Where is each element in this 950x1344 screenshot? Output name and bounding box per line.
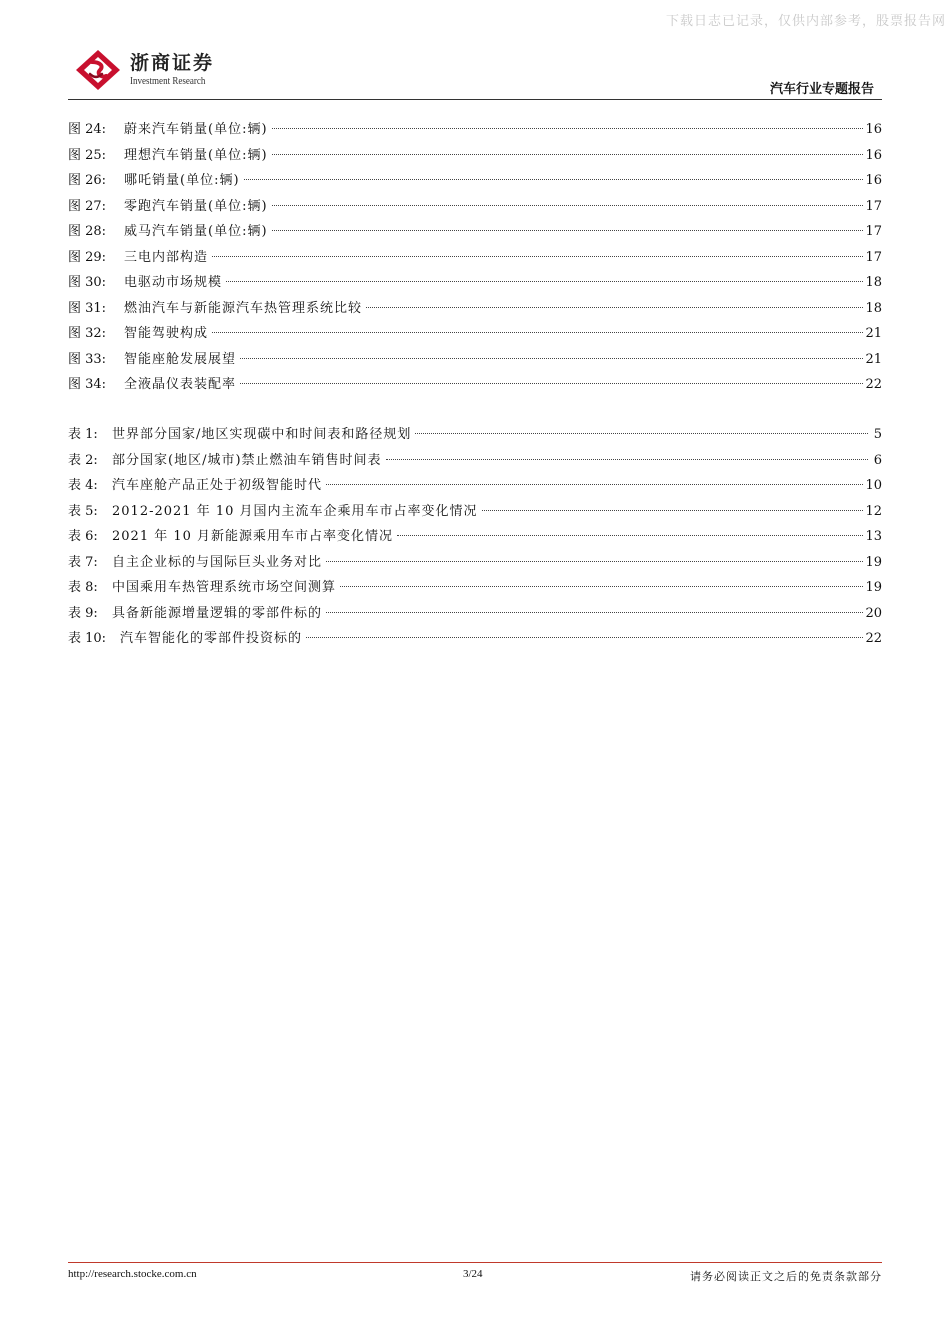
figure-title: 理想汽车销量(单位:辆) xyxy=(124,147,268,163)
footer-disclaimer: 请务必阅读正文之后的免责条款部分 xyxy=(690,1270,882,1283)
page-number: 17 xyxy=(865,224,882,239)
page-number: 22 xyxy=(865,377,882,392)
page-number: 21 xyxy=(865,351,882,367)
dot-leader xyxy=(366,307,863,308)
toc-table-entry[interactable] xyxy=(68,499,882,525)
table-label: 表 8: xyxy=(68,580,98,595)
toc-figure-entry[interactable] xyxy=(68,347,882,373)
dot-leader xyxy=(212,256,863,257)
page-number: 20 xyxy=(865,605,882,621)
dot-leader xyxy=(482,510,864,511)
figure-label: 图 24: xyxy=(68,122,107,137)
toc-figure-entry[interactable] xyxy=(68,219,882,245)
header-divider xyxy=(68,99,882,100)
toc-figure-entry[interactable] xyxy=(68,143,882,169)
dot-leader xyxy=(326,484,863,485)
figure-label: 图 34: xyxy=(68,377,107,392)
table-label: 表 10: xyxy=(68,631,107,646)
dot-leader xyxy=(272,230,864,231)
figure-title: 哪吒销量(单位:辆) xyxy=(124,173,240,188)
dot-leader xyxy=(326,561,863,562)
footer-url-link[interactable]: http://research.stocke.com.cn xyxy=(68,1268,197,1280)
dot-leader xyxy=(397,535,863,536)
table-title: 汽车座舱产品正处于初级智能时代 xyxy=(112,478,323,493)
table-list xyxy=(68,422,882,652)
toc-figure-entry[interactable] xyxy=(68,117,882,143)
figure-title: 电驱动市场规模 xyxy=(124,275,223,290)
figure-label: 图 28: xyxy=(68,224,107,239)
dot-leader xyxy=(240,358,863,359)
toc-table-entry[interactable] xyxy=(68,448,882,474)
figure-list xyxy=(68,117,882,398)
dot-leader xyxy=(240,383,863,384)
toc-table-entry[interactable] xyxy=(68,422,882,448)
dot-leader xyxy=(272,154,864,155)
dot-leader xyxy=(212,332,863,333)
table-title: 2012-2021 年 10 月国内主流车企乘用车市占率变化情况 xyxy=(112,503,478,519)
toc-figure-entry[interactable] xyxy=(68,245,882,271)
footer-page-number: 3/24 xyxy=(463,1268,483,1280)
toc-table-entry[interactable] xyxy=(68,601,882,627)
table-label: 表 7: xyxy=(68,554,98,570)
table-title: 具备新能源增量逻辑的零部件标的 xyxy=(112,605,323,621)
figure-label: 图 27: xyxy=(68,198,107,214)
dot-leader xyxy=(244,179,864,180)
page-number: 12 xyxy=(865,503,882,519)
toc-table-entry[interactable] xyxy=(68,550,882,576)
watermark-text: 下载日志已记录，仅供内部参考，股票报告网 xyxy=(665,14,946,29)
figure-label: 图 25: xyxy=(68,147,107,163)
table-title: 部分国家(地区/城市)禁止燃油车销售时间表 xyxy=(112,452,382,468)
toc-figure-entry[interactable] xyxy=(68,194,882,220)
dot-leader xyxy=(306,637,863,638)
table-label: 表 2: xyxy=(68,452,98,468)
toc-table-entry[interactable] xyxy=(68,473,882,499)
figure-label: 图 30: xyxy=(68,275,107,290)
table-title: 自主企业标的与国际巨头业务对比 xyxy=(112,554,323,570)
table-label: 表 1: xyxy=(68,427,98,442)
dot-leader xyxy=(340,586,863,587)
toc-figure-entry[interactable] xyxy=(68,321,882,347)
table-label: 表 5: xyxy=(68,503,98,519)
dot-leader xyxy=(226,281,863,282)
figure-title: 智能座舱发展展望 xyxy=(124,351,237,367)
toc-figure-entry[interactable] xyxy=(68,270,882,296)
report-type: 汽车行业专题报告 xyxy=(769,82,874,97)
page-number: 5 xyxy=(873,427,882,442)
dot-leader xyxy=(272,128,864,129)
toc-figure-entry[interactable] xyxy=(68,296,882,322)
page-number: 10 xyxy=(865,478,882,493)
table-title: 中国乘用车热管理系统市场空间测算 xyxy=(112,580,337,595)
footer-divider xyxy=(68,1262,882,1263)
page-number: 17 xyxy=(865,249,882,265)
figure-title: 燃油汽车与新能源汽车热管理系统比较 xyxy=(124,300,363,316)
page-header xyxy=(68,44,882,100)
dot-leader xyxy=(272,205,864,206)
page-number: 16 xyxy=(865,122,882,137)
table-label: 表 6: xyxy=(68,529,98,544)
zheshang-logo-icon xyxy=(74,48,122,92)
toc-figure-entry[interactable] xyxy=(68,372,882,398)
page-number: 16 xyxy=(865,173,882,188)
page-number: 6 xyxy=(873,452,882,468)
table-title: 汽车智能化的零部件投资标的 xyxy=(120,631,303,646)
brand-name-cn: 浙商证券 xyxy=(130,52,215,74)
figure-label: 图 32: xyxy=(68,326,107,341)
page-number: 16 xyxy=(865,147,882,163)
figure-title: 全液晶仪表装配率 xyxy=(124,377,237,392)
figure-title: 三电内部构造 xyxy=(124,249,209,265)
toc-figure-entry[interactable] xyxy=(68,168,882,194)
figure-title: 智能驾驶构成 xyxy=(124,326,209,341)
dot-leader xyxy=(415,433,868,434)
page-number: 19 xyxy=(865,580,882,595)
figure-label: 图 33: xyxy=(68,351,107,367)
figure-label: 图 31: xyxy=(68,300,107,316)
figure-label: 图 29: xyxy=(68,249,107,265)
figure-title: 零跑汽车销量(单位:辆) xyxy=(124,198,268,214)
page-number: 17 xyxy=(865,198,882,214)
page-number: 18 xyxy=(865,300,882,316)
page-number: 19 xyxy=(865,554,882,570)
brand-name-en: Investment Research xyxy=(130,75,206,87)
dot-leader xyxy=(386,459,868,460)
page-number: 18 xyxy=(865,275,882,290)
page-number: 13 xyxy=(865,529,882,544)
dot-leader xyxy=(326,612,863,613)
table-title: 世界部分国家/地区实现碳中和时间表和路径规划 xyxy=(112,427,412,442)
toc-table-entry[interactable] xyxy=(68,524,882,550)
toc-table-entry[interactable] xyxy=(68,575,882,601)
figure-title: 威马汽车销量(单位:辆) xyxy=(124,224,268,239)
page-number: 21 xyxy=(865,326,882,341)
toc-table-entry[interactable] xyxy=(68,626,882,652)
table-title: 2021 年 10 月新能源乘用车市占率变化情况 xyxy=(112,529,394,544)
table-label: 表 9: xyxy=(68,605,98,621)
figure-title: 蔚来汽车销量(单位:辆) xyxy=(124,122,268,137)
table-label: 表 4: xyxy=(68,478,98,493)
figure-label: 图 26: xyxy=(68,173,107,188)
page-number: 22 xyxy=(865,631,882,646)
